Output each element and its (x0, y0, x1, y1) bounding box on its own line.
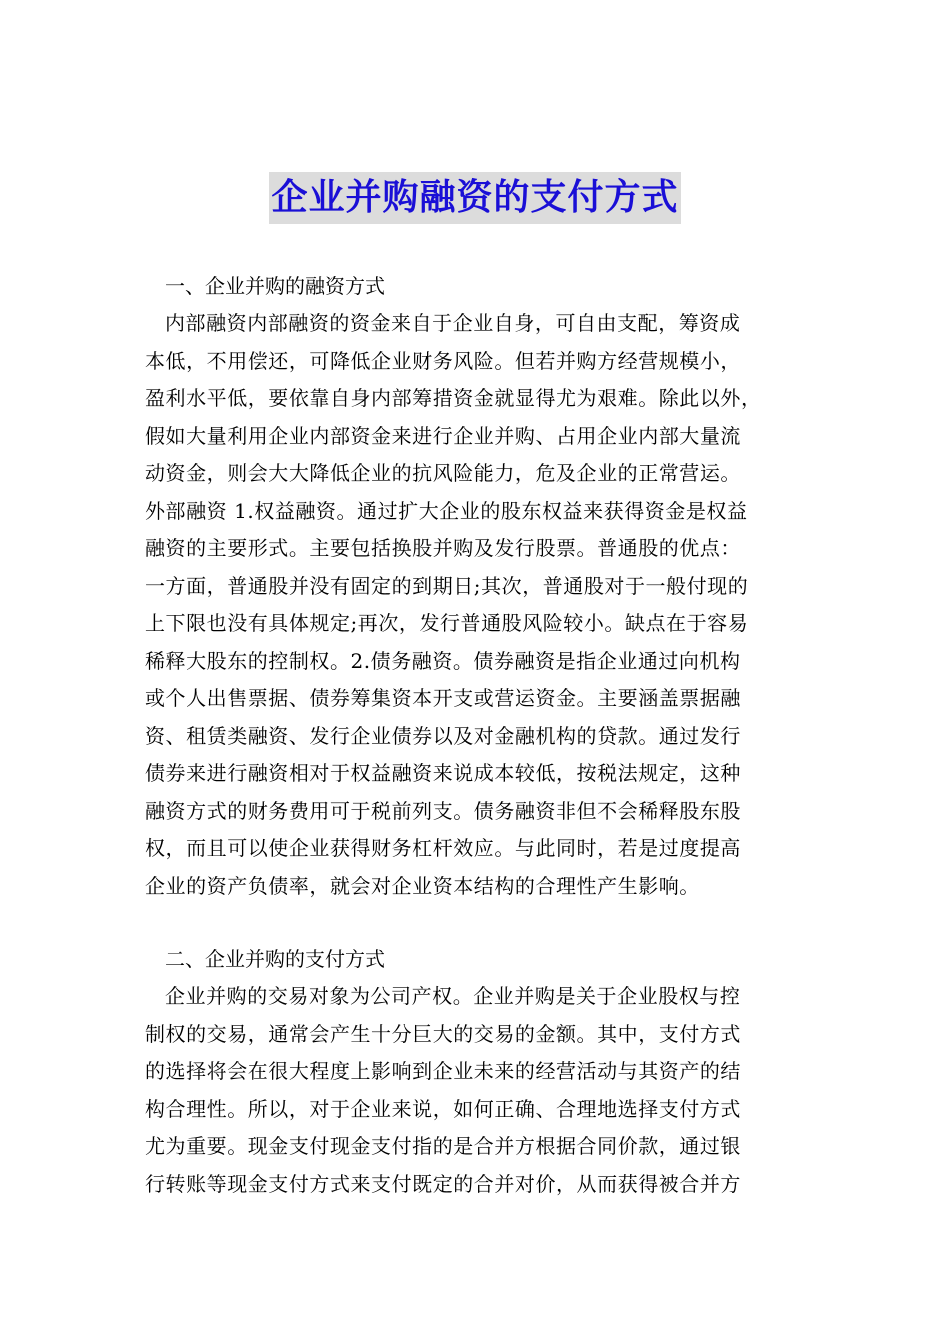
text-line: 假如大量利用企业内部资金来进行企业并购、占用企业内部大量流 (145, 423, 741, 448)
text-line: 制权的交易，通常会产生十分巨大的交易的金额。其中，支付方式 (145, 1021, 741, 1046)
text-line: 权，而且可以使企业获得财务杠杆效应。与此同时，若是过度提高 (145, 836, 741, 860)
section-heading-financing: 一、企业并购的融资方式 (165, 274, 385, 298)
text-line: 企业的资产负债率，就会对企业资本结构的合理性产生影响。 (145, 873, 700, 898)
text-line: 融资方式的财务费用可于税前列支。债务融资非但不会稀释股东股 (145, 798, 741, 823)
section-spacer (145, 905, 815, 941)
text-line: 内部融资内部融资的资金来自于企业自身，可自由支配，筹资成 (165, 311, 741, 335)
paragraph-payment (145, 978, 815, 1203)
text-line: 一方面，普通股并没有固定的到期日;其次，普通股对于一般付现的 (145, 573, 749, 598)
text-line: 资、租赁类融资、发行企业债券以及对金融机构的贷款。通过发行 (145, 723, 741, 748)
text-line: 的选择将会在很大程度上影响到企业未来的经营活动与其资产的结 (145, 1059, 741, 1083)
text-line: 构合理性。所以，对于企业来说，如何正确、合理地选择支付方式 (145, 1096, 741, 1121)
paragraph-financing (145, 305, 815, 905)
title-container (0, 172, 950, 224)
text-line: 债券来进行融资相对于权益融资来说成本较低，按税法规定，这种 (145, 761, 741, 785)
text-line: 企业并购的交易对象为公司产权。企业并购是关于企业股权与控 (165, 984, 741, 1008)
text-line: 盈利水平低，要依靠自身内部筹措资金就显得尤为艰难。除此以外， (145, 386, 762, 410)
text-line: 行转账等现金支付方式来支付既定的合并对价，从而获得被合并方 (145, 1171, 741, 1196)
text-line: 或个人出售票据、债券筹集资本开支或营运资金。主要涵盖票据融 (145, 686, 741, 710)
section-heading-payment: 二、企业并购的支付方式 (165, 947, 385, 971)
text-line: 上下限也没有具体规定;再次，发行普通股风险较小。缺点在于容易 (145, 611, 749, 635)
text-line: 稀释大股东的控制权。2.债务融资。债券融资是指企业通过向机构 (145, 648, 741, 673)
text-line: 动资金，则会大大降低企业的抗风险能力，危及企业的正常营运。 (145, 461, 741, 485)
text-line: 本低，不用偿还，可降低企业财务风险。但若并购方经营规模小， (145, 348, 741, 373)
document-title: 企业并购融资的支付方式 (269, 172, 680, 224)
text-line: 尤为重要。现金支付现金支付指的是合并方根据合同价款，通过银 (145, 1134, 741, 1158)
text-line: 外部融资 1.权益融资。通过扩大企业的股东权益来获得资金是权益 (145, 498, 748, 523)
text-line: 融资的主要形式。主要包括换股并购及发行股票。普通股的优点： (145, 536, 741, 560)
document-body (145, 268, 815, 1203)
